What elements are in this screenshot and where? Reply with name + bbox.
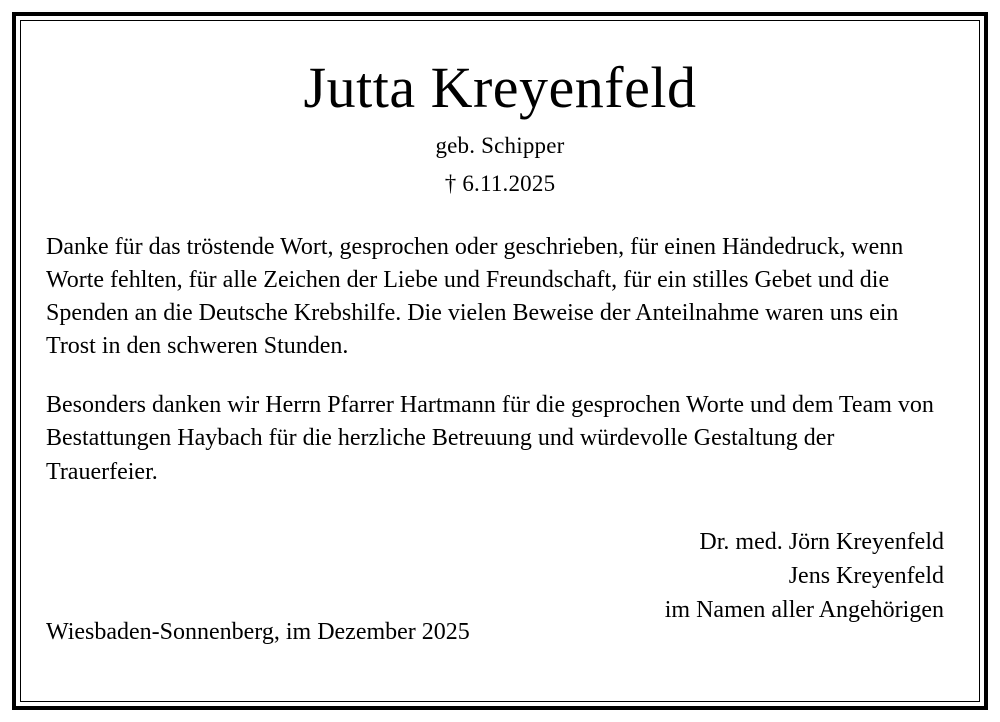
- signature-line-3: im Namen aller Angehörigen: [664, 596, 944, 623]
- signature-line-1: Dr. med. Jörn Kreyenfeld: [699, 528, 944, 555]
- place-and-date: Wiesbaden-Sonnenberg, im Dezember 2025: [46, 619, 470, 645]
- death-date: † 6.11.2025: [444, 170, 556, 196]
- thanks-paragraph-2: Besonders danken wir Herrn Pfarrer Hartmann für die gesprochen Worte und dem Team von Bestattungen Haybach für die herzliche Betreuung und würdevolle Gestaltung der Trauerfeier.: [46, 392, 934, 485]
- maiden-name: geb. Schipper: [435, 132, 565, 158]
- notice-content: [46, 40, 954, 674]
- signature-block: [46, 525, 954, 627]
- deceased-name: Jutta Kreyenfeld: [303, 55, 697, 120]
- thanks-paragraph-1: Danke für das tröstende Wort, gesprochen oder geschrieben, für einen Händedruck, wenn Worte fehlten, für alle Zeichen der Liebe und Freundschaft, für ein stilles Gebet und die Spenden an die Deutsche Krebshilfe. Die vielen Beweise der Anteilnahme waren uns ein Trost in den schweren Stunden.: [46, 233, 904, 360]
- signature-line-2: Jens Kreyenfeld: [788, 562, 944, 589]
